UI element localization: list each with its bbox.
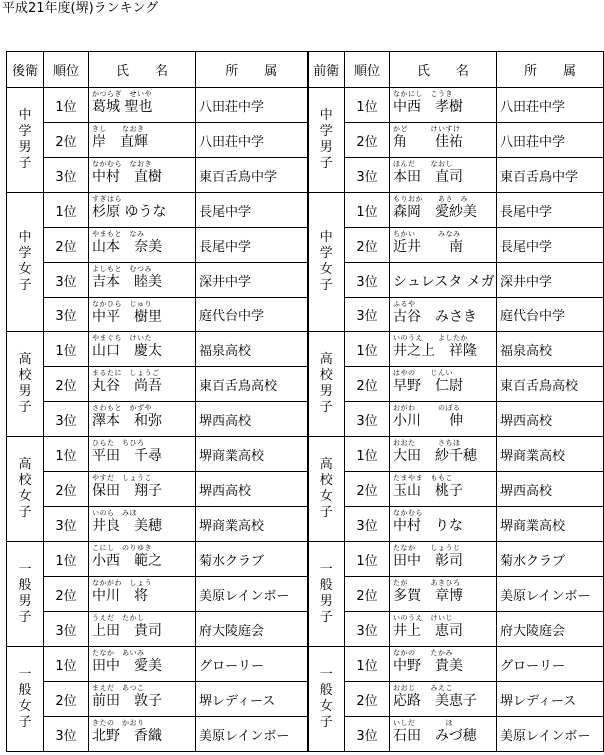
- table-row: [7, 263, 604, 298]
- right-affiliation-cell: 八田荘中学: [497, 88, 604, 123]
- left-category-label: [18, 457, 31, 521]
- right-name-cell: [390, 123, 497, 158]
- left-rank-cell: 1位: [44, 88, 89, 123]
- left-rank-cell: 2位: [44, 577, 89, 612]
- player-name: 早野 仁尉: [393, 378, 463, 394]
- category-char: 校: [18, 473, 32, 488]
- right-affiliation-cell: 府大陵庭会: [497, 612, 604, 647]
- category-char: 一: [18, 562, 32, 577]
- category-char: 般: [319, 683, 333, 698]
- table-row: [7, 542, 604, 577]
- name-furigana: おおじ みえこ: [393, 684, 453, 692]
- category-char: 般: [18, 578, 32, 593]
- left-rank-cell: 3位: [44, 298, 89, 332]
- left-affiliation-cell: 美原レインボー: [196, 577, 308, 612]
- left-affiliation-cell: 庭代台中学: [196, 298, 308, 332]
- category-char: 女: [18, 262, 32, 277]
- right-name-cell: [390, 682, 497, 717]
- name-furigana: よしもと むつみ: [92, 265, 152, 273]
- right-affiliation-cell: 美原レインボー: [497, 577, 604, 612]
- left-name-cell: [89, 367, 196, 402]
- left-name-cell: [89, 158, 196, 193]
- right-rank-cell: 2位: [345, 472, 390, 507]
- right-category-cell: [308, 332, 345, 437]
- right-name-cell: [390, 647, 497, 682]
- right-rank-cell: 1位: [345, 647, 390, 682]
- name-furigana: おがわ のぼる: [393, 404, 461, 412]
- left-name-cell: [89, 612, 196, 647]
- left-affiliation-cell: 長尾中学: [196, 228, 308, 263]
- right-name-cell: [390, 298, 497, 332]
- right-rank-cell: 1位: [345, 542, 390, 577]
- left-name-cell: [89, 263, 196, 298]
- header-left-group: 後衛: [7, 52, 44, 88]
- category-char: 女: [319, 489, 333, 504]
- left-rank-cell: 1位: [44, 332, 89, 367]
- right-affiliation-cell: 庭代台中学: [497, 298, 604, 332]
- ranking-body: [7, 88, 604, 752]
- left-category-cell: [7, 88, 44, 193]
- name-furigana: すぎはら: [92, 195, 122, 203]
- left-category-cell: [7, 193, 44, 332]
- left-affiliation-cell: 深井中学: [196, 263, 308, 298]
- category-char: 般: [18, 683, 32, 698]
- player-name: 平田 千尋: [92, 448, 162, 464]
- category-char: 一: [18, 667, 32, 682]
- left-name-cell: [89, 472, 196, 507]
- category-char: 校: [319, 473, 333, 488]
- player-name: 前田 敦子: [92, 693, 162, 709]
- left-affiliation-cell: 堺西高校: [196, 472, 308, 507]
- right-rank-cell: 2位: [345, 367, 390, 402]
- category-char: 子: [319, 715, 333, 730]
- category-char: 高: [319, 457, 333, 472]
- left-rank-cell: 2位: [44, 682, 89, 717]
- left-rank-cell: 3位: [44, 507, 89, 542]
- name-furigana: いのうえ けいじ: [393, 614, 453, 622]
- right-rank-cell: 3位: [345, 612, 390, 647]
- right-rank-cell: 2位: [345, 577, 390, 612]
- right-name-cell: [390, 158, 497, 193]
- name-furigana: はやの じんい: [393, 369, 453, 377]
- left-rank-cell: 1位: [44, 193, 89, 228]
- name-furigana: まるたに しょうご: [92, 369, 160, 377]
- name-furigana: たなか しょうじ: [393, 544, 461, 552]
- table-row: [7, 123, 604, 158]
- right-name-cell: [390, 367, 497, 402]
- right-category-cell: [308, 647, 345, 752]
- left-affiliation-cell: グローリー: [196, 647, 308, 682]
- player-name: 岸 直輝: [92, 134, 148, 150]
- name-furigana: やすだ しょうこ: [92, 474, 152, 482]
- category-char: 中: [18, 108, 32, 123]
- right-affiliation-cell: 堺西高校: [497, 402, 604, 437]
- left-affiliation-cell: 八田荘中学: [196, 88, 308, 123]
- left-name-cell: [89, 332, 196, 367]
- category-char: 高: [319, 352, 333, 367]
- table-row: [7, 507, 604, 542]
- right-affiliation-cell: 美原レインボー: [497, 717, 604, 752]
- player-name: 大田 紗千穂: [393, 448, 477, 464]
- player-name: 北野 香織: [92, 728, 162, 744]
- left-affiliation-cell: 府大陵庭会: [196, 612, 308, 647]
- left-category-label: [18, 230, 31, 294]
- table-row: [7, 88, 604, 123]
- header-right-group: 前衛: [308, 52, 345, 88]
- player-name: 古谷 みさき: [393, 309, 477, 325]
- left-category-label: [18, 352, 31, 416]
- left-rank-cell: 2位: [44, 228, 89, 263]
- category-char: 男: [319, 140, 333, 155]
- player-name: 角 佳祐: [393, 134, 463, 150]
- player-name: 山口 慶太: [92, 343, 162, 359]
- right-name-cell: [390, 228, 497, 263]
- name-furigana: まえだ あつこ: [92, 684, 145, 692]
- name-furigana: いのうえ よしたか: [393, 334, 468, 342]
- category-char: 男: [18, 140, 32, 155]
- right-affiliation-cell: 堺レディース: [497, 682, 604, 717]
- name-furigana: かつらぎ せいや: [92, 90, 152, 98]
- right-name-cell: [390, 402, 497, 437]
- right-name-cell: [390, 437, 497, 472]
- category-char: 学: [18, 246, 32, 261]
- left-affiliation-cell: 堺西高校: [196, 402, 308, 437]
- left-category-label: [18, 562, 31, 626]
- category-char: 校: [18, 368, 32, 383]
- header-left-rank: 順位: [44, 52, 89, 88]
- player-name: 上田 貴司: [92, 623, 162, 639]
- right-affiliation-cell: 菊水クラブ: [497, 542, 604, 577]
- category-char: 女: [18, 699, 32, 714]
- category-char: 学: [18, 124, 32, 139]
- player-name: 山本 奈美: [92, 239, 162, 255]
- category-char: 子: [18, 156, 32, 171]
- right-affiliation-cell: 深井中学: [497, 263, 604, 298]
- right-category-cell: [308, 437, 345, 542]
- table-row: [7, 402, 604, 437]
- right-name-cell: [390, 507, 497, 542]
- player-name: 小西 範之: [92, 553, 162, 569]
- category-char: 子: [319, 156, 333, 171]
- category-char: 子: [319, 278, 333, 293]
- category-char: 子: [18, 505, 32, 520]
- left-rank-cell: 3位: [44, 158, 89, 193]
- player-name: 応路 美恵子: [393, 693, 477, 709]
- right-rank-cell: 3位: [345, 717, 390, 752]
- player-name: 中村 りな: [393, 518, 463, 534]
- player-name: 多賀 章博: [393, 588, 463, 604]
- category-char: 男: [319, 384, 333, 399]
- header-right-rank: 順位: [345, 52, 390, 88]
- name-furigana: いしだ ほ: [393, 719, 453, 727]
- player-name: 田中 愛美: [92, 658, 162, 674]
- right-name-cell: [390, 542, 497, 577]
- table-row: [7, 437, 604, 472]
- name-furigana: やまぐち けいた: [92, 334, 152, 342]
- left-name-cell: [89, 402, 196, 437]
- left-rank-cell: 3位: [44, 402, 89, 437]
- right-rank-cell: 2位: [345, 682, 390, 717]
- category-char: 中: [319, 108, 333, 123]
- name-furigana: なかむら: [393, 509, 423, 517]
- name-furigana: きたの かおり: [92, 719, 145, 727]
- table-row: [7, 647, 604, 682]
- left-rank-cell: 1位: [44, 647, 89, 682]
- name-furigana: [393, 263, 496, 274]
- category-char: 校: [319, 368, 333, 383]
- left-affiliation-cell: 堺商業高校: [196, 437, 308, 472]
- right-category-label: [320, 108, 333, 172]
- category-char: 子: [18, 400, 32, 415]
- page-title: 平成21年度(堺)ランキング: [2, 1, 159, 16]
- header-right-name: 氏 名: [390, 52, 497, 88]
- right-rank-cell: 3位: [345, 402, 390, 437]
- header-left-name: 氏 名: [89, 52, 196, 88]
- left-name-cell: [89, 88, 196, 123]
- category-char: 女: [319, 262, 333, 277]
- right-affiliation-cell: 堺西高校: [497, 472, 604, 507]
- name-furigana: うえだ たかし: [92, 614, 145, 622]
- name-furigana: なかにし こうき: [393, 90, 453, 98]
- table-row: [7, 682, 604, 717]
- left-category-cell: [7, 332, 44, 437]
- left-category-label: [18, 108, 31, 172]
- right-category-label: [320, 562, 333, 626]
- right-rank-cell: 3位: [345, 507, 390, 542]
- category-char: 般: [319, 578, 333, 593]
- left-affiliation-cell: 東百舌鳥中学: [196, 158, 308, 193]
- player-name: 中野 貴美: [393, 658, 463, 674]
- name-furigana: ほんだ なおし: [393, 160, 453, 168]
- name-furigana: ちかい みなみ: [393, 230, 461, 238]
- category-char: 子: [319, 610, 333, 625]
- right-name-cell: [390, 717, 497, 752]
- left-category-cell: [7, 542, 44, 647]
- right-name-cell: [390, 577, 497, 612]
- player-name: 丸谷 尚吾: [92, 378, 162, 394]
- category-char: 子: [319, 505, 333, 520]
- category-char: 中: [18, 230, 32, 245]
- left-name-cell: [89, 647, 196, 682]
- player-name: 田中 彰司: [393, 553, 463, 569]
- category-char: 一: [319, 562, 333, 577]
- player-name: 葛城 聖也: [92, 99, 153, 115]
- left-rank-cell: 1位: [44, 542, 89, 577]
- right-affiliation-cell: 八田荘中学: [497, 123, 604, 158]
- player-name: 井之上 祥隆: [393, 343, 477, 359]
- header-right-affiliation: 所 属: [497, 52, 604, 88]
- right-category-cell: [308, 542, 345, 647]
- category-char: 中: [319, 230, 333, 245]
- table-row: [7, 577, 604, 612]
- table-row: [7, 228, 604, 263]
- left-name-cell: [89, 507, 196, 542]
- table-row: [7, 193, 604, 228]
- player-name: 中川 将: [92, 588, 148, 604]
- right-rank-cell: 3位: [345, 298, 390, 332]
- right-category-label: [320, 352, 333, 416]
- right-affiliation-cell: 東百舌鳥中学: [497, 158, 604, 193]
- name-furigana: たなか あいみ: [92, 649, 145, 657]
- left-affiliation-cell: 菊水クラブ: [196, 542, 308, 577]
- right-rank-cell: 3位: [345, 263, 390, 298]
- right-category-label: [320, 230, 333, 294]
- left-rank-cell: 3位: [44, 263, 89, 298]
- player-name: 中村 直樹: [92, 169, 162, 185]
- category-char: 高: [18, 352, 32, 367]
- category-char: 男: [18, 594, 32, 609]
- left-category-cell: [7, 647, 44, 752]
- left-rank-cell: 1位: [44, 437, 89, 472]
- right-rank-cell: 2位: [345, 123, 390, 158]
- left-rank-cell: 3位: [44, 612, 89, 647]
- header-left-affiliation: 所 属: [196, 52, 308, 88]
- category-char: 子: [18, 278, 32, 293]
- right-affiliation-cell: 堺商業高校: [497, 437, 604, 472]
- right-category-label: [320, 667, 333, 731]
- category-char: 女: [18, 489, 32, 504]
- player-name: 井上 恵司: [393, 623, 463, 639]
- category-char: 学: [319, 124, 333, 139]
- right-affiliation-cell: 長尾中学: [497, 193, 604, 228]
- right-affiliation-cell: 東百舌鳥高校: [497, 367, 604, 402]
- category-char: 一: [319, 667, 333, 682]
- player-name: 本田 直司: [393, 169, 463, 185]
- right-name-cell: [390, 263, 497, 298]
- player-name: 中西 孝樹: [393, 99, 463, 115]
- right-affiliation-cell: 堺商業高校: [497, 507, 604, 542]
- name-furigana: なかの たかみ: [393, 649, 453, 657]
- table-row: [7, 332, 604, 367]
- name-furigana: いのら みほ: [92, 509, 137, 517]
- table-row: [7, 612, 604, 647]
- player-name: 保田 翔子: [92, 483, 162, 499]
- left-name-cell: [89, 193, 196, 228]
- player-name: 玉山 桃子: [393, 483, 463, 499]
- right-name-cell: [390, 332, 497, 367]
- left-affiliation-cell: 東百舌鳥高校: [196, 367, 308, 402]
- name-furigana: たまやま ももこ: [393, 474, 453, 482]
- name-furigana: なかむら なおき: [92, 160, 152, 168]
- left-name-cell: [89, 577, 196, 612]
- name-furigana: さわもと かずや: [92, 404, 152, 412]
- table-row: [7, 298, 604, 332]
- category-char: 子: [18, 610, 32, 625]
- name-furigana: おおた さちほ: [393, 439, 461, 447]
- header-row: [7, 52, 604, 88]
- name-furigana: かど けいすけ: [393, 125, 461, 133]
- right-rank-cell: 1位: [345, 88, 390, 123]
- player-name: 吉本 睦美: [92, 274, 162, 290]
- right-category-cell: [308, 193, 345, 332]
- left-name-cell: [89, 123, 196, 158]
- left-rank-cell: 2位: [44, 123, 89, 158]
- name-furigana: やまもと なみ: [92, 230, 145, 238]
- left-name-cell: [89, 682, 196, 717]
- left-affiliation-cell: 堺商業高校: [196, 507, 308, 542]
- name-furigana: もりおか あさ み: [393, 195, 468, 203]
- category-char: 学: [319, 246, 333, 261]
- right-rank-cell: 1位: [345, 332, 390, 367]
- left-affiliation-cell: 長尾中学: [196, 193, 308, 228]
- right-name-cell: [390, 88, 497, 123]
- right-category-label: [320, 457, 333, 521]
- left-affiliation-cell: 八田荘中学: [196, 123, 308, 158]
- right-rank-cell: 3位: [345, 158, 390, 193]
- right-affiliation-cell: 福泉高校: [497, 332, 604, 367]
- category-char: 男: [18, 384, 32, 399]
- left-affiliation-cell: 堺レディース: [196, 682, 308, 717]
- name-furigana: たが あきひろ: [393, 579, 461, 587]
- table-row: [7, 472, 604, 507]
- name-furigana: なかがわ しょう: [92, 579, 152, 587]
- left-affiliation-cell: 福泉高校: [196, 332, 308, 367]
- player-name: 小川 伸: [393, 413, 463, 429]
- player-name: 杉原 ゆうな: [92, 204, 167, 220]
- category-char: 高: [18, 457, 32, 472]
- right-affiliation-cell: グローリー: [497, 647, 604, 682]
- right-rank-cell: 2位: [345, 228, 390, 263]
- left-rank-cell: 3位: [44, 717, 89, 752]
- player-name: 中平 樹里: [92, 309, 162, 325]
- left-rank-cell: 2位: [44, 367, 89, 402]
- name-furigana: きし なおき: [92, 125, 145, 133]
- table-row: [7, 367, 604, 402]
- ranking-table: [6, 51, 604, 752]
- player-name: シュレスタ メガ: [393, 274, 495, 290]
- right-rank-cell: 1位: [345, 437, 390, 472]
- right-name-cell: [390, 612, 497, 647]
- left-name-cell: [89, 228, 196, 263]
- name-furigana: なかひら じゅり: [92, 300, 152, 308]
- name-furigana: ふるや: [393, 300, 416, 308]
- table-row: [7, 158, 604, 193]
- left-name-cell: [89, 298, 196, 332]
- left-category-cell: [7, 437, 44, 542]
- player-name: 井良 美穂: [92, 518, 162, 534]
- player-name: 森岡 愛紗美: [393, 204, 477, 220]
- category-char: 子: [319, 400, 333, 415]
- player-name: 石田 みづ穂: [393, 728, 477, 744]
- right-affiliation-cell: 長尾中学: [497, 228, 604, 263]
- right-category-cell: [308, 88, 345, 193]
- category-char: 男: [319, 594, 333, 609]
- player-name: 近井 南: [393, 239, 463, 255]
- right-name-cell: [390, 193, 497, 228]
- table-row: [7, 717, 604, 752]
- left-affiliation-cell: 美原レインボー: [196, 717, 308, 752]
- player-name: 澤本 和弥: [92, 413, 162, 429]
- name-furigana: ひらた ちひろ: [92, 439, 145, 447]
- left-name-cell: [89, 542, 196, 577]
- name-furigana: こにし のりゆき: [92, 544, 152, 552]
- right-name-cell: [390, 472, 497, 507]
- category-char: 女: [319, 699, 333, 714]
- category-char: 子: [18, 715, 32, 730]
- left-category-label: [18, 667, 31, 731]
- right-rank-cell: 1位: [345, 193, 390, 228]
- left-name-cell: [89, 717, 196, 752]
- left-rank-cell: 2位: [44, 472, 89, 507]
- left-name-cell: [89, 437, 196, 472]
